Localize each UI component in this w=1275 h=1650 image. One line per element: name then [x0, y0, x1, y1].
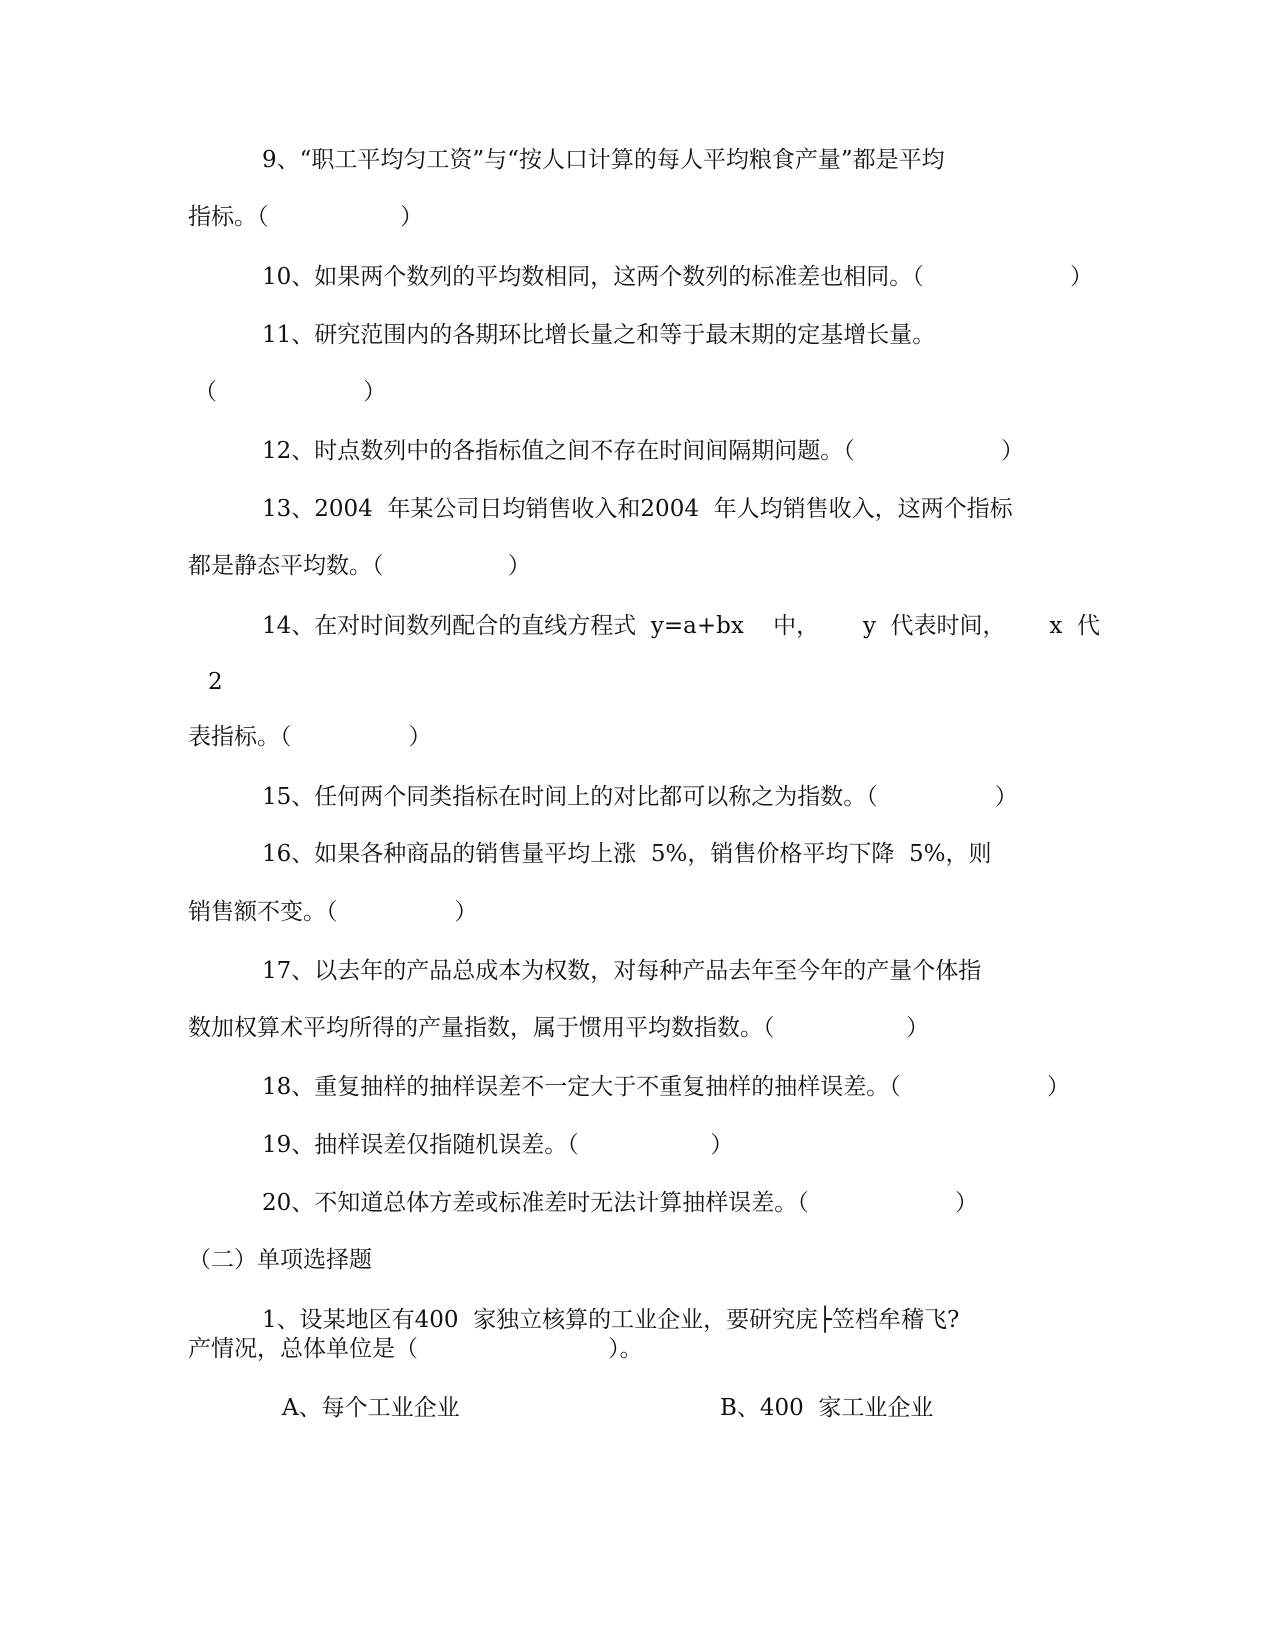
question-16-line-1: 16、如果各种商品的销售量平均上涨 5%，销售价格平均下降 5%，则 [262, 841, 992, 867]
choice-question-1-line-2: 产情况，总体单位是（ ）。 [188, 1336, 643, 1362]
question-16-line-2: 销售额不变。（ ） [188, 899, 478, 925]
question-9-line-1: 9、“职工平均匀工资”与“按人口计算的每人平均粮食产量”都是平均 [262, 147, 945, 173]
question-13-line-1: 13、2004 年某公司日均销售收入和2004 年人均销售收入，这两个指标 [262, 496, 1013, 522]
question-15: 15、任何两个同类指标在时间上的对比都可以称之为指数。（ ） [262, 784, 1018, 810]
option-a: A、每个工业企业 [282, 1395, 460, 1421]
question-12: 12、时点数列中的各指标值之间不存在时间间隔期问题。（ ） [262, 438, 1024, 464]
page-number: 2 [208, 669, 223, 695]
choice-question-1-line-1: 1、设某地区有400 家独立核算的工业企业，要研究庑├笠档牟稽飞? [262, 1307, 960, 1333]
question-11-line-2: （ ） [194, 379, 387, 405]
question-11-line-1: 11、研究范围内的各期环比增长量之和等于最末期的定基增长量。 [262, 322, 936, 348]
question-20: 20、不知道总体方差或标准差时无法计算抽样误差。（ ） [262, 1190, 978, 1216]
question-17-line-2: 数加权算术平均所得的产量指数，属于惯用平均数指数。（ ） [188, 1015, 930, 1041]
question-9-line-2: 指标。（ ） [188, 204, 424, 230]
question-10: 10、如果两个数列的平均数相同，这两个数列的标准差也相同。（ ） [262, 264, 1093, 290]
question-14-line-1: 14、在对时间数列配合的直线方程式 y=a+bx 中， y 代表时间， x 代 [262, 613, 1101, 639]
question-17-line-1: 17、以去年的产品总成本为权数，对每种产品去年至今年的产量个体指 [262, 958, 982, 984]
question-18: 18、重复抽样的抽样误差不一定大于不重复抽样的抽样误差。（ ） [262, 1074, 1070, 1100]
question-13-line-2: 都是静态平均数。（ ） [188, 553, 531, 579]
question-19: 19、抽样误差仅指随机误差。（ ） [262, 1132, 734, 1158]
section-heading-single-choice: （二）单项选择题 [188, 1247, 372, 1273]
option-b: B、400 家工业企业 [720, 1395, 934, 1421]
question-14-line-2: 表指标。（ ） [188, 724, 432, 750]
